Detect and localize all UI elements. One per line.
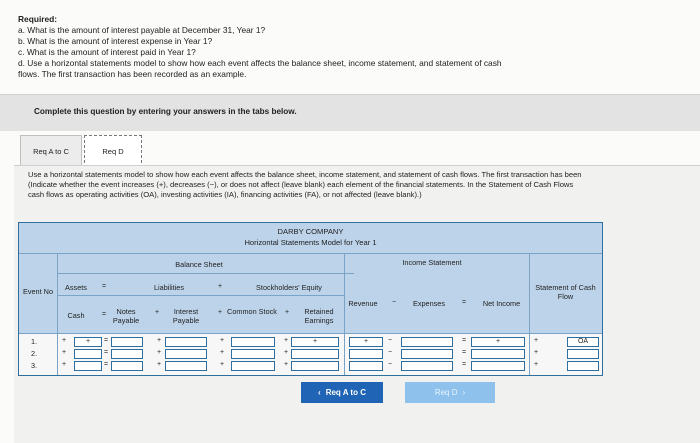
- input-retained[interactable]: [291, 349, 339, 359]
- input-notes[interactable]: [111, 337, 143, 347]
- chevron-left-icon: ‹: [318, 388, 321, 397]
- expenses-header: Expenses: [412, 299, 446, 308]
- header-plus-sign: +: [217, 283, 223, 290]
- header-plus-sign: +: [284, 309, 290, 316]
- prompt-text: [28, 170, 700, 200]
- input-expenses[interactable]: [401, 361, 453, 371]
- input-net-income[interactable]: [471, 361, 525, 371]
- header-equals-sign: =: [461, 299, 467, 306]
- horizontal-model-table: [18, 222, 603, 376]
- row-operator-sign: =: [103, 361, 109, 368]
- row-operator-sign: +: [61, 361, 67, 368]
- row-operator-sign: +: [533, 337, 539, 344]
- required-section: [18, 14, 693, 80]
- required-item-b: b. What is the amount of interest expense in Year 1?: [18, 36, 213, 46]
- row-operator-sign: =: [461, 349, 467, 356]
- net-income-header: Net Income: [482, 299, 521, 308]
- row-operator-sign: =: [461, 337, 467, 344]
- input-expenses[interactable]: [401, 349, 453, 359]
- row-operator-sign: −: [387, 349, 393, 356]
- input-cf[interactable]: [567, 361, 599, 371]
- event-number: 1.: [30, 337, 38, 346]
- header-equals-sign: =: [101, 311, 107, 318]
- input-notes[interactable]: [111, 349, 143, 359]
- retained-earnings-header: Retained Earnings: [304, 307, 334, 325]
- input-revenue[interactable]: [349, 361, 383, 371]
- row-operator-sign: =: [103, 337, 109, 344]
- row-operator-sign: +: [533, 349, 539, 356]
- cash-header: Cash: [67, 311, 85, 320]
- input-cash[interactable]: [74, 361, 102, 371]
- input-cf[interactable]: OA: [567, 337, 599, 347]
- required-item-d-cont: flows. The first transaction has been recorded as an example.: [18, 69, 247, 79]
- event-number: 3.: [30, 361, 38, 370]
- header-plus-sign: +: [217, 309, 223, 316]
- revenue-header: Revenue: [348, 299, 378, 308]
- prompt-line-2: (Indicate whether the event increases (+), decreases (−), or does not affect (leave blank) each element of the financial statements. In the Statement of Cash Flows: [28, 180, 574, 189]
- required-item-d: d. Use a horizontal statements model to show how each event affects the balance sheet, income statement, and statement of cash: [18, 58, 502, 68]
- input-revenue[interactable]: +: [349, 337, 383, 347]
- tab-req-d[interactable]: Req D: [84, 135, 142, 168]
- row-operator-sign: +: [283, 337, 289, 344]
- input-net-income[interactable]: +: [471, 337, 525, 347]
- input-common[interactable]: [231, 349, 275, 359]
- row-operator-sign: −: [387, 361, 393, 368]
- common-stock-header: Common Stock: [227, 307, 277, 316]
- row-operator-sign: +: [533, 361, 539, 368]
- input-interest[interactable]: [165, 361, 207, 371]
- input-revenue[interactable]: [349, 349, 383, 359]
- row-operator-sign: =: [103, 349, 109, 356]
- row-operator-sign: +: [61, 349, 67, 356]
- income-statement-header: Income Statement: [402, 258, 462, 267]
- row-operator-sign: =: [461, 361, 467, 368]
- input-cash[interactable]: [74, 349, 102, 359]
- statement-cf-header: Statement of Cash Flow: [535, 283, 596, 301]
- prev-tab-button[interactable]: [301, 382, 383, 403]
- input-cash[interactable]: +: [74, 337, 102, 347]
- row-operator-sign: +: [219, 337, 225, 344]
- input-notes[interactable]: [111, 361, 143, 371]
- next-tab-button[interactable]: [405, 382, 495, 403]
- required-item-c: c. What is the amount of interest paid in Year 1?: [18, 47, 196, 57]
- prev-tab-label: Req A to C: [325, 388, 366, 397]
- assets-header: Assets: [65, 283, 87, 292]
- required-item-a: a. What is the amount of interest payable at December 31, Year 1?: [18, 25, 266, 35]
- input-expenses[interactable]: [401, 337, 453, 347]
- notes-payable-header: Notes Payable: [112, 307, 140, 325]
- prompt-line-3: cash flows as operating activities (OA), investing activities (IA), financing activities (FA), or not affected (leave blank).): [28, 190, 422, 199]
- balance-sheet-header: Balance Sheet: [175, 260, 223, 269]
- row-operator-sign: +: [283, 361, 289, 368]
- row-operator-sign: +: [156, 337, 162, 344]
- row-operator-sign: +: [156, 349, 162, 356]
- input-retained[interactable]: [291, 361, 339, 371]
- header-equals-sign: =: [101, 283, 107, 290]
- input-common[interactable]: [231, 361, 275, 371]
- input-interest[interactable]: [165, 349, 207, 359]
- stockholders-equity-header: Stockholders' Equity: [256, 283, 322, 292]
- instruction-text: Complete this question by entering your answers in the tabs below.: [34, 107, 297, 116]
- row-operator-sign: +: [219, 361, 225, 368]
- input-cf[interactable]: [567, 349, 599, 359]
- chevron-right-icon: ›: [462, 388, 466, 397]
- next-tab-label: Req D: [434, 388, 458, 397]
- header-plus-sign: +: [154, 309, 160, 316]
- input-common[interactable]: [231, 337, 275, 347]
- liabilities-header: Liabilities: [153, 283, 184, 292]
- event-number: 2.: [30, 349, 38, 358]
- row-operator-sign: +: [156, 361, 162, 368]
- row-operator-sign: +: [219, 349, 225, 356]
- row-operator-sign: +: [61, 337, 67, 344]
- event-no-header: Event No: [22, 287, 53, 296]
- company-name: DARBY COMPANY: [277, 227, 344, 236]
- header-minus-sign: −: [391, 299, 397, 306]
- interest-payable-header: Interest Payable: [172, 307, 200, 325]
- prompt-line-1: Use a horizontal statements model to show how each event affects the balance sheet, income statement, and statement of cash flows. The first transaction has been: [28, 170, 582, 179]
- table-title: Horizontal Statements Model for Year 1: [244, 238, 377, 247]
- row-operator-sign: −: [387, 337, 393, 344]
- required-title: Required:: [18, 14, 58, 24]
- input-retained[interactable]: +: [291, 337, 339, 347]
- tab-req-a-to-c[interactable]: Req A to C: [20, 135, 82, 168]
- input-net-income[interactable]: [471, 349, 525, 359]
- row-operator-sign: +: [283, 349, 289, 356]
- input-interest[interactable]: [165, 337, 207, 347]
